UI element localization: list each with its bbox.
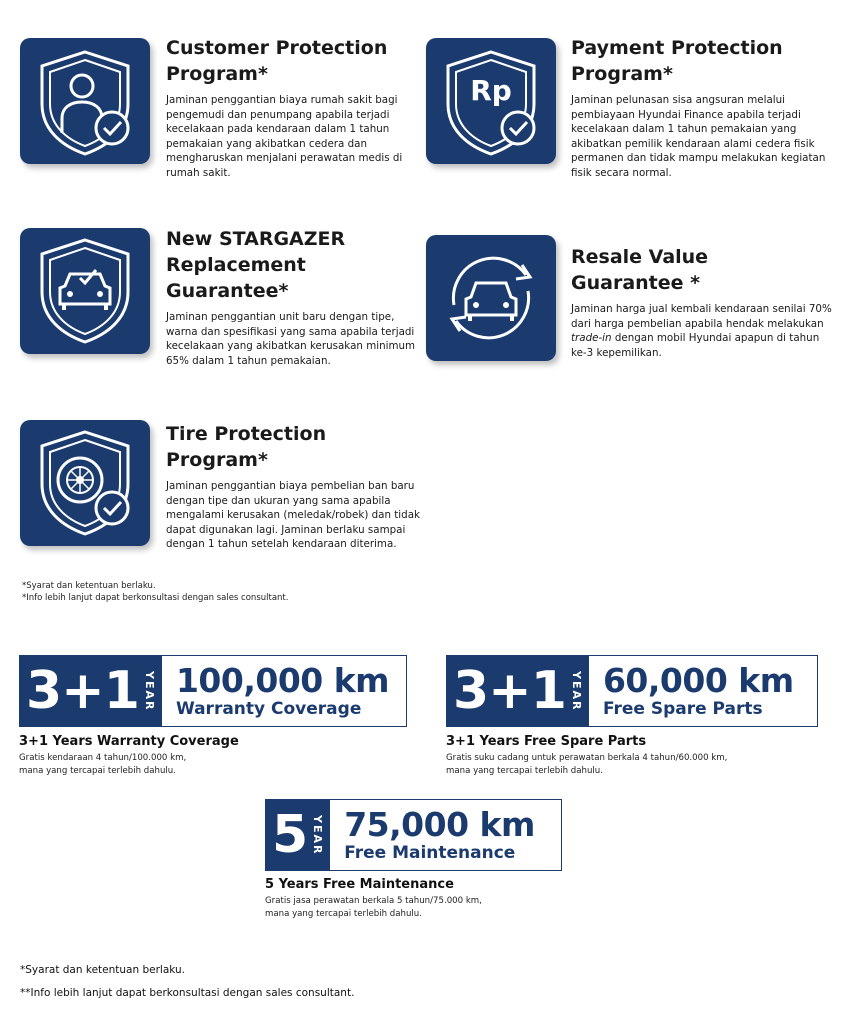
caption-desc-line: mana yang tercapai terlebih dahulu. [19, 765, 176, 776]
program-description: Jaminan harga jual kembali kendaraan senilai 70% dari harga pembelian apabila hendak melakukan trade-in dengan mobil Hyundai apapun di tahun ke-3 kepemilikan. [571, 303, 832, 359]
program-description: Jaminan penggantian biaya rumah sakit bagi pengemudi dan penumpang apabila terjadi kecelakaan pada kendaraan dalam 1 tahun pemakaian yang akibatkan cedera dan mengharuskan menjalani perawatan medis di rumah sakit. [166, 94, 403, 179]
footer-terms: *Syarat dan ketentuan berlaku. [20, 964, 186, 976]
program-description: Jaminan pelunasan sisa angsuran melalui pembiayaan Hyundai Finance apabila terjadi kecelakaan dalam 1 tahun pemakaian yang akibatkan pemilik kendaraan alami cedera fisik permanen dan tidak mampu melakukan kegiatan fisik secara normal. [571, 94, 826, 179]
badge-coverage: Free Spare Parts [602, 699, 763, 719]
caption-desc-line: Gratis jasa perawatan berkala 5 tahun/75.000 km, [265, 896, 482, 906]
caption-title: 5 Years Free Maintenance [265, 877, 454, 892]
warranty-badge [19, 655, 407, 727]
program-title: New STARGAZER Replacement Guarantee* [166, 228, 346, 302]
program-title: Tire Protection Program* [166, 423, 327, 471]
badge-year-label: YEAR [142, 670, 156, 712]
badge-coverage: Warranty Coverage [175, 699, 362, 719]
caption-desc-line: Gratis kendaraan 4 tahun/100.000 km, [19, 753, 187, 763]
caption-title: 3+1 Years Free Spare Parts [446, 734, 647, 749]
badge-coverage: Free Maintenance [344, 843, 516, 863]
person-shield-check-icon [20, 38, 150, 164]
program-title: Customer Protection Program* [166, 37, 388, 85]
tire-shield-check-icon [20, 420, 150, 546]
car-refresh-icon [426, 235, 556, 361]
program-payment-protection [571, 35, 831, 180]
consult-note: *Info lebih lanjut dapat berkonsultasi dengan sales consultant. [22, 593, 289, 603]
program-description: Jaminan penggantian unit baru dengan tipe, warna dan spesifikasi yang sama apabila terjadi kecelakaan yang akibatkan kerusakan minimum 65% dalam 1 tahun pemakaian. [166, 311, 416, 367]
badge-year-label: YEAR [311, 814, 325, 856]
badge-number: 3+1 [26, 661, 139, 721]
rupiah-shield-check-icon [426, 38, 556, 164]
terms-note: *Syarat dan ketentuan berlaku. [22, 581, 156, 591]
caption-title: 3+1 Years Warranty Coverage [19, 734, 239, 749]
badge-number-block [20, 656, 162, 726]
program-customer-protection [166, 35, 426, 180]
terms-notes [22, 580, 288, 604]
badge-number-block [266, 800, 330, 870]
badge-km: 75,000 km [344, 805, 535, 844]
maintenance-caption [265, 877, 482, 920]
caption-desc-line: mana yang tercapai terlebih dahulu. [446, 765, 603, 776]
caption-desc-line: mana yang tercapai terlebih dahulu. [265, 908, 422, 919]
program-resale-value [571, 244, 836, 360]
program-description: Jaminan penggantian biaya pembelian ban baru dengan tipe dan ukuran yang sama apabila mengalami kerusakan (meledak/robek) dan tidak dapat digunakan lagi. Jaminan berlaku sampai dengan 1 tahun setelah kendaraan diterima. [166, 480, 420, 550]
svg-text:Rp: Rp [470, 74, 512, 107]
badge-number-block [447, 656, 589, 726]
warranty-caption [19, 734, 239, 777]
spare-parts-badge [446, 655, 818, 727]
program-title: Resale Value Guarantee * [571, 246, 709, 294]
maintenance-badge [265, 799, 562, 871]
footer-consult: **Info lebih lanjut dapat berkonsultasi dengan sales consultant. [20, 987, 355, 999]
caption-desc-line: Gratis suku cadang untuk perawatan berkala 4 tahun/60.000 km, [446, 753, 728, 763]
badge-km: 100,000 km [175, 661, 390, 700]
badge-km: 60,000 km [602, 661, 794, 700]
spare-parts-caption [446, 734, 727, 777]
program-title: Payment Protection Program* [571, 37, 783, 85]
badge-number: 3+1 [453, 661, 566, 721]
program-stargazer-replacement [166, 226, 426, 368]
car-shield-check-icon [20, 228, 150, 354]
badge-year-label: YEAR [569, 670, 583, 712]
badge-number: 5 [272, 805, 308, 865]
program-tire-protection [166, 421, 436, 552]
